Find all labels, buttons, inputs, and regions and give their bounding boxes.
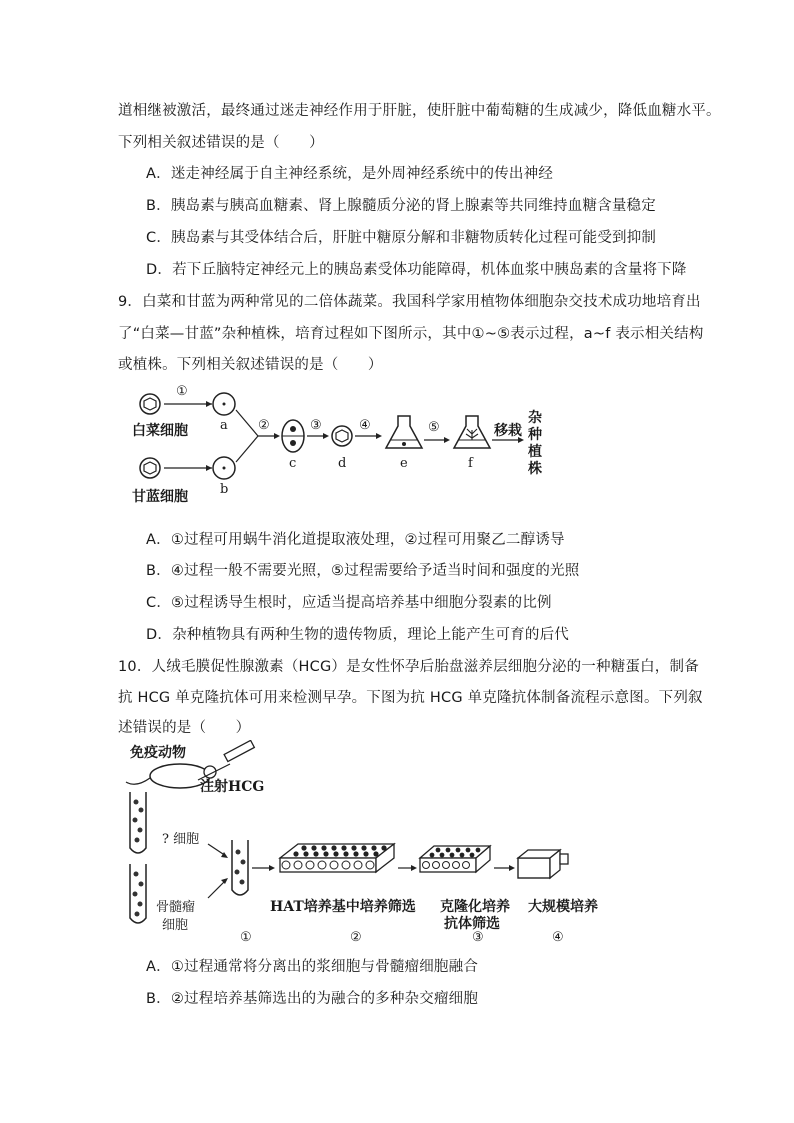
q9-stem-line1: 9．白菜和甘蓝为两种常见的二倍体蔬菜。我国科学家用植物体细胞杂交技术成功地培育出: [118, 294, 701, 310]
hybrid-plant-char-2: 种: [528, 427, 542, 443]
q10-option-b[interactable]: B．②过程培养基筛选出的为融合的多种杂交瘤细胞: [146, 991, 479, 1007]
antibody-screening-label: 抗体筛选: [444, 916, 500, 932]
q8-option-b[interactable]: B．胰岛素与胰高血糖素、肾上腺髓质分泌的肾上腺素等共同维持血糖含量稳定: [146, 198, 656, 214]
culture-plate-1-icon: [280, 844, 394, 872]
q9-option-b[interactable]: B．④过程一般不需要光照，⑤过程需要给予适当时间和强度的光照: [146, 563, 580, 579]
hat-screening-label: HAT培养基中培养筛选: [270, 899, 416, 915]
culture-bottle-icon: [518, 850, 568, 878]
q10-option-a[interactable]: A．①过程通常将分离出的浆细胞与骨髓瘤细胞融合: [146, 959, 479, 975]
clone-culture-label: 克隆化培养: [440, 899, 510, 915]
q10-stem-line3: 述错误的是（ ）: [118, 720, 251, 736]
flask-f-icon: [454, 416, 490, 448]
protoplast-a-icon: [213, 393, 235, 415]
step-4-label: ④: [552, 930, 564, 945]
myeloma-label-line1: 骨髓瘤: [156, 900, 196, 915]
myeloma-label-line2: 细胞: [162, 918, 189, 933]
hybrid-plant-char-1: 杂: [528, 410, 542, 426]
q9-stem-line3: 或植株。下列相关叙述错误的是（ ）: [118, 357, 383, 373]
large-scale-culture-label: 大规模培养: [528, 899, 598, 915]
q8-continuation: 道相继被激活，最终通过迷走神经作用于肝脏，使肝脏中葡萄糖的生成减少，降低血糖水平。: [118, 103, 721, 119]
label-d: d: [338, 456, 347, 471]
cabbage-cell-label: 白菜细胞: [132, 423, 188, 439]
immunized-animal-label: 免疫动物: [130, 745, 186, 761]
protoplast-b-icon: [213, 457, 235, 479]
culture-plate-2-icon: [420, 846, 490, 872]
hybrid-plant-char-4: 株: [528, 461, 542, 477]
q8-option-a[interactable]: A．迷走神经属于自主神经系统，是外周神经系统中的传出神经: [146, 166, 554, 182]
label-c: c: [289, 456, 297, 471]
q8-stem: 下列相关叙述错误的是（ ）: [118, 135, 324, 151]
transplant-label: 移栽: [494, 423, 522, 439]
test-tube-myeloma-icon: [130, 864, 146, 923]
q9-option-c[interactable]: C．⑤过程诱导生根时，应适当提高培养基中细胞分裂素的比例: [146, 595, 552, 611]
q10-diagram: [118, 740, 618, 950]
hybrid-cell-d-icon: [332, 426, 352, 446]
label-e: e: [400, 456, 408, 471]
q9-diagram: [130, 382, 550, 512]
step-4-label: ④: [359, 418, 371, 433]
q9-option-a[interactable]: A．①过程可用蜗牛消化道提取液处理，②过程可用聚乙二醇诱导: [146, 532, 565, 548]
label-f: f: [468, 456, 473, 471]
test-tube-blood-icon: [130, 792, 146, 853]
kale-cell-icon: [140, 458, 160, 478]
q9-stem-line2: 了“白菜—甘蓝”杂种植株，培育过程如下图所示，其中①~⑤表示过程，a~f 表示相关结构: [118, 326, 704, 342]
step-2-label: ②: [258, 418, 270, 433]
step-3-label: ③: [472, 930, 484, 945]
label-a: a: [220, 418, 228, 433]
inject-hcg-label: 注射HCG: [200, 779, 265, 795]
fused-cell-c-icon: [282, 420, 304, 452]
hybrid-plant-char-3: 植: [528, 444, 542, 460]
q10-stem-line1: 10．人绒毛膜促性腺激素（HCG）是女性怀孕后胎盘滋养层细胞分泌的一种糖蛋白，制备: [118, 659, 699, 675]
kale-cell-label: 甘蓝细胞: [132, 489, 188, 505]
step-1-label: ①: [240, 930, 252, 945]
cabbage-cell-icon: [140, 394, 160, 414]
flask-e-icon: [386, 416, 422, 448]
q9-diagram-graphic: [130, 382, 550, 512]
step-2-label: ②: [350, 930, 362, 945]
step-5-label: ⑤: [428, 420, 440, 435]
q8-option-d[interactable]: D．若下丘脑特定神经元上的胰岛素受体功能障碍，机体血浆中胰岛素的含量将下降: [146, 262, 687, 278]
step-3-label: ③: [310, 418, 322, 433]
unknown-cell-label: ? 细胞: [162, 832, 200, 847]
test-tube-fusion-icon: [232, 840, 248, 895]
q9-option-d[interactable]: D．杂种植物具有两种生物的遗传物质，理论上能产生可育的后代: [146, 627, 569, 643]
q10-stem-line2: 抗 HCG 单克隆抗体可用来检测早孕。下图为抗 HCG 单克隆抗体制备流程示意图。下列叙: [118, 690, 703, 706]
q8-option-c[interactable]: C．胰岛素与其受体结合后，肝脏中糖原分解和非糖物质转化过程可能受到抑制: [146, 230, 657, 246]
label-b: b: [220, 482, 229, 497]
step-1-label: ①: [176, 384, 188, 399]
hybrid-plant-label: [528, 410, 546, 478]
